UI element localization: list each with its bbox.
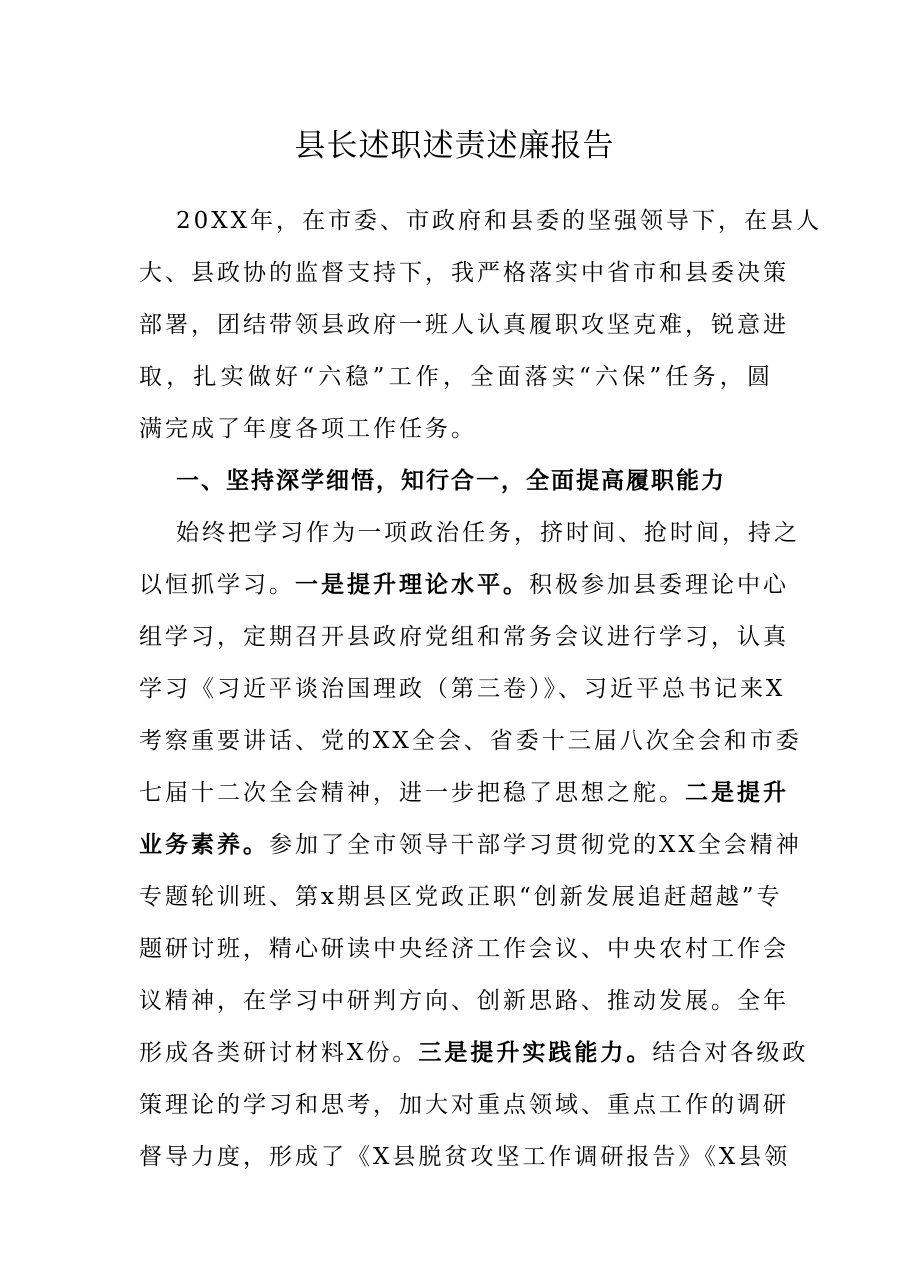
bold-phrase: 二是提升 — [685, 780, 789, 806]
text-run: 结合对各级政 — [652, 1040, 809, 1066]
text-run: 以恒抓学习。 — [139, 572, 295, 598]
text-run: 七届十二次全会精神，进一步把稳了思想之舵。 — [139, 780, 685, 806]
bold-phrase: 一是提升理论水平。 — [295, 572, 529, 598]
paragraph-line: 策理论的学习和思考，加大对重点领域、重点工作的调研 — [139, 1092, 789, 1118]
paragraph-line — [139, 767, 789, 819]
paragraph-line: 组学习，定期召开县政府党组和常务会议进行学习，认真 — [139, 624, 789, 650]
paragraph-line: 始终把学习作为一项政治任务，挤时间、抢时间，持之 — [176, 520, 800, 546]
text-run: 形成各类研讨材料X份。 — [139, 1040, 419, 1066]
paragraph-line: 议精神，在学习中研判方向、创新思路、推动发展。全年 — [139, 988, 789, 1014]
paragraph-line: 部署，团结带领县政府一班人认真履职攻坚克难，锐意进 — [139, 312, 789, 338]
paragraph-line: 考察重要讲话、党的XX全会、省委十三届八次全会和市委 — [139, 728, 802, 754]
paragraph-line: 学习《习近平谈治国理政（第三卷）》、习近平总书记来X — [139, 676, 786, 702]
paragraph-line: 督导力度，形成了《X县脱贫攻坚工作调研报告》《X县领 — [139, 1144, 791, 1170]
paragraph-line: 取，扎实做好“六稳”工作，全面落实“六保”任务，圆 — [139, 364, 773, 390]
paragraph-line — [139, 819, 802, 871]
document-title: 县长述职述责述廉报告 — [294, 128, 615, 164]
paragraph-line: 20XX年，在市委、市政府和县委的坚强领导下，在县人 — [176, 208, 823, 234]
paragraph-line — [139, 1027, 809, 1079]
document-body — [139, 195, 823, 1183]
paragraph-line: 专题轮训班、第x期县区党政正职“创新发展追赶超越”专 — [139, 884, 783, 910]
paragraph-line: 满完成了年度各项工作任务。 — [139, 416, 477, 442]
intro-paragraph — [139, 195, 823, 455]
bold-phrase: 业务素养。 — [139, 832, 269, 858]
text-run: 参加了全市领导干部学习贯彻党的XX全会精神 — [269, 832, 802, 858]
section-heading: 一、坚持深学细悟，知行合一，全面提高履职能力 — [176, 468, 726, 494]
paragraph-line — [139, 559, 789, 611]
paragraph-line: 大、县政协的监督支持下，我严格落实中省市和县委决策 — [139, 260, 789, 286]
text-run: 积极参加县委理论中心 — [529, 572, 789, 598]
paragraph-line: 题研讨班，精心研读中央经济工作会议、中央农村工作会 — [139, 936, 789, 962]
section-paragraph — [139, 507, 809, 1183]
bold-phrase: 三是提升实践能力。 — [418, 1040, 653, 1066]
